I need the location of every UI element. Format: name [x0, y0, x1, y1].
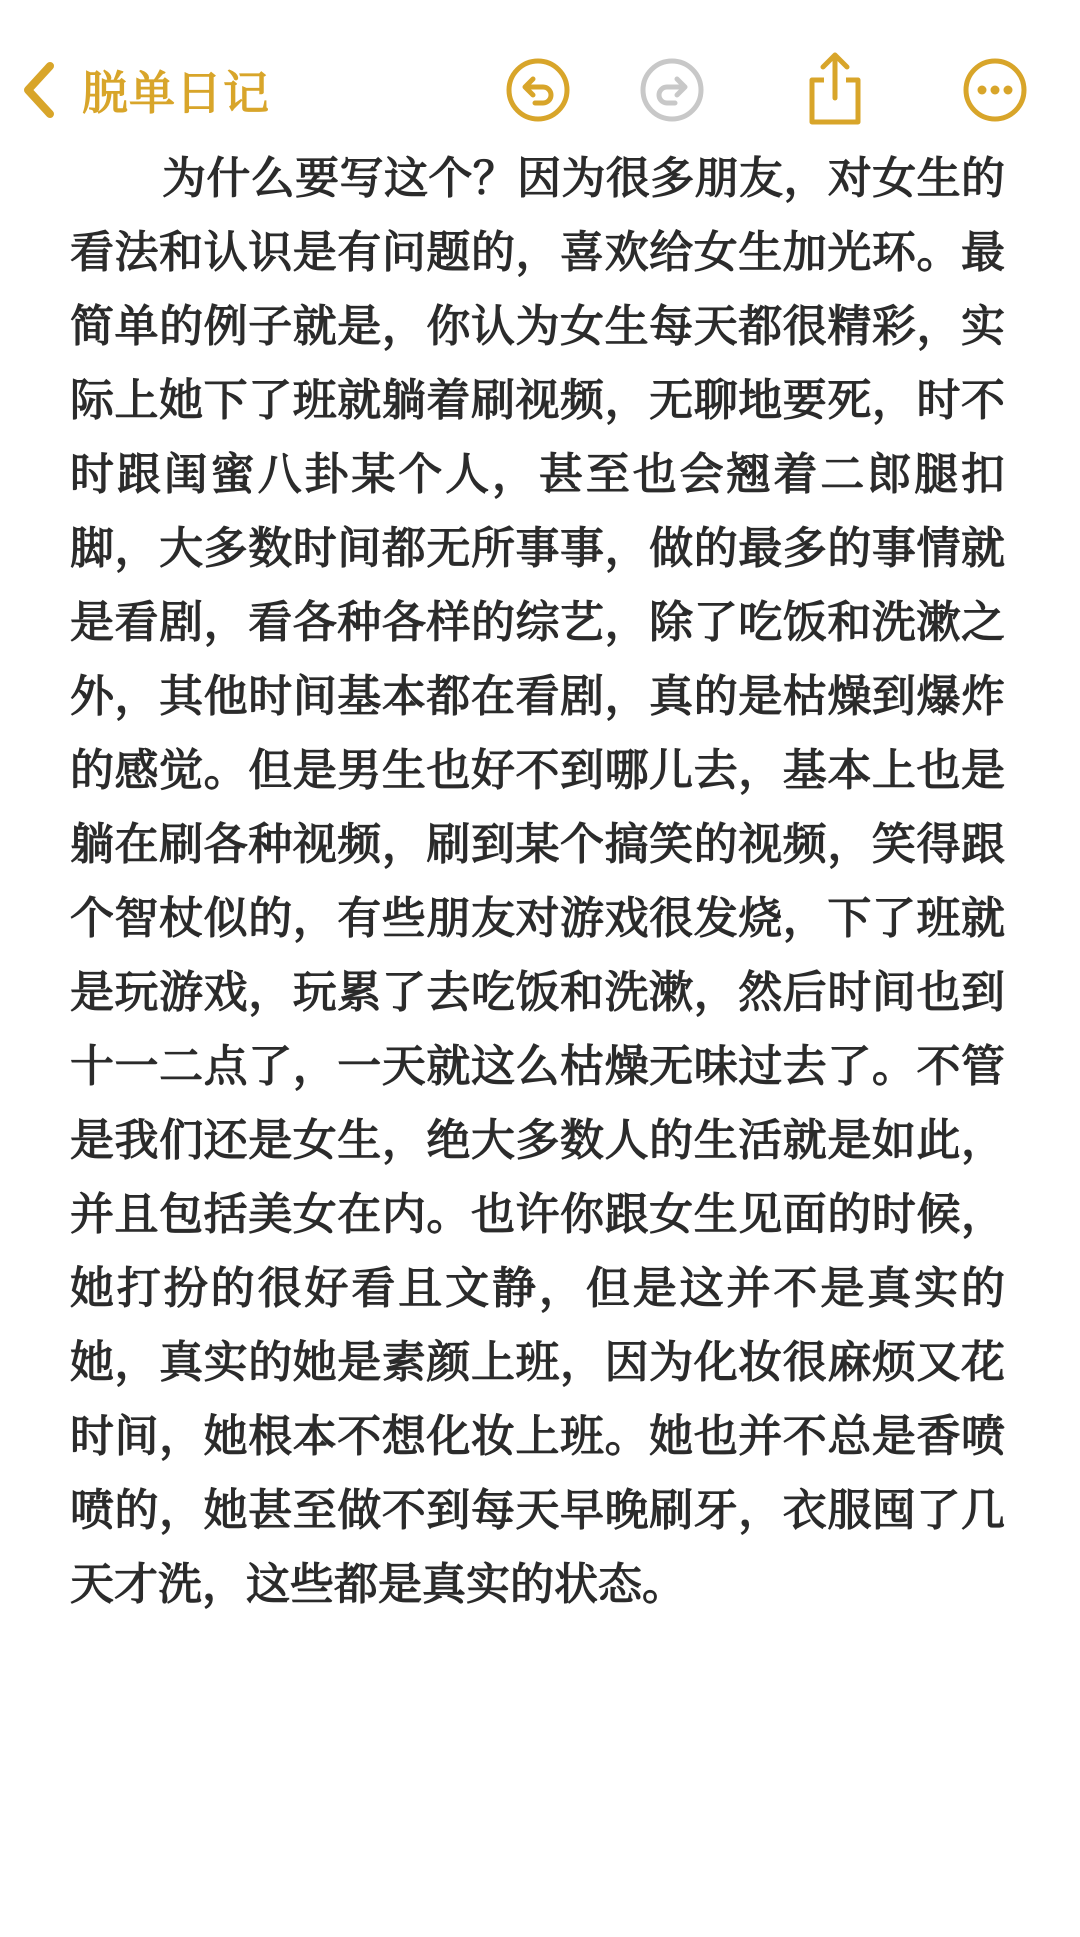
- redo-icon: [639, 57, 705, 123]
- more-button[interactable]: [962, 57, 1028, 123]
- share-icon: [802, 50, 868, 126]
- more-icon: [962, 57, 1028, 123]
- back-label: 脱单日记: [82, 66, 270, 120]
- back-button[interactable]: [22, 60, 270, 120]
- undo-button[interactable]: [505, 57, 571, 123]
- share-button[interactable]: [802, 50, 868, 126]
- undo-icon: [505, 57, 571, 123]
- chevron-left-icon: [22, 62, 56, 118]
- redo-button[interactable]: [639, 57, 705, 123]
- top-toolbar: [0, 0, 1080, 150]
- note-body-text[interactable]: 为什么要写这个？因为很多朋友，对女生的看法和认识是有问题的，喜欢给女生加光环。最简单的例子就是，你认为女生每天都很精彩，实际上她下了班就躺着刷视频，无聊地要死，时不时跟闺蜜八卦某个人，甚至也会翘着二郎腿扣脚，大多数时间都无所事事，做的最多的事情就是看剧，看各种各样的综艺，除了吃饭和洗漱之外，其他时间基本都在看剧，真的是枯燥到爆炸的感觉。但是男生也好不到哪儿去，基本上也是躺在刷各种视频，刷到某个搞笑的视频，笑得跟个智杖似的，有些朋友对游戏很发烧，下了班就是玩游戏，玩累了去吃饭和洗漱，然后时间也到十一二点了，一天就这么枯燥无味过去了。不管是我们还是女生，绝大多数人的生活就是如此，并且包括美女在内。也许你跟女生见面的时候，她打扮的很好看且文静，但是这并不是真实的她，真实的她是素颜上班，因为化妆很麻烦又花时间，她根本不想化妆上班。她也并不总是香喷喷的，她甚至做不到每天早晚刷牙，衣服囤了几天才洗，这些都是真实的状态。: [70, 153, 1005, 1610]
